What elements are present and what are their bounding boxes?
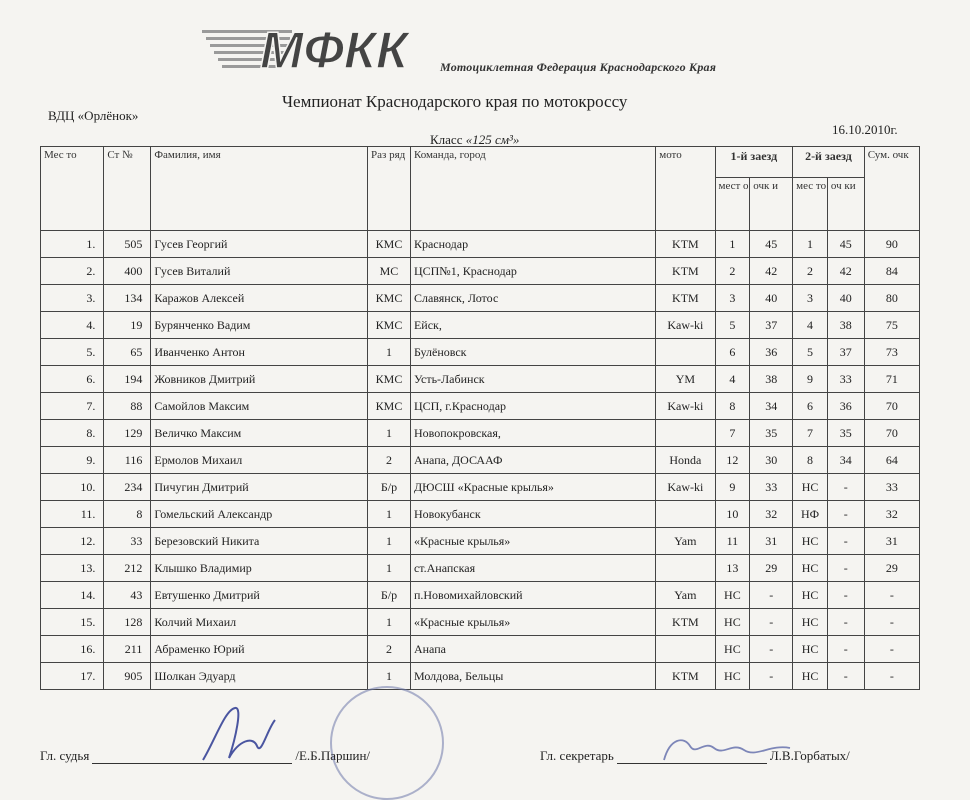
cell-place: 3.: [41, 285, 104, 312]
cell-team: Ейск,: [410, 312, 655, 339]
cell-race1-points: 33: [750, 474, 793, 501]
cell-race1-points: 29: [750, 555, 793, 582]
cell-moto: [656, 555, 715, 582]
cell-moto: [656, 339, 715, 366]
cell-moto: YM: [656, 366, 715, 393]
cell-rank: МС: [368, 258, 411, 285]
cell-name: Гусев Георгий: [151, 231, 368, 258]
table-row: [41, 231, 920, 258]
cell-place: 8.: [41, 420, 104, 447]
cell-race1-place: 2: [715, 258, 750, 285]
cell-race2-place: 9: [793, 366, 828, 393]
cell-race1-place: 3: [715, 285, 750, 312]
cell-start-number: 234: [104, 474, 151, 501]
cell-race2-place: 3: [793, 285, 828, 312]
cell-rank: Б/р: [368, 582, 411, 609]
cell-name: Шолкан Эдуард: [151, 663, 368, 690]
cell-start-number: 134: [104, 285, 151, 312]
cell-place: 2.: [41, 258, 104, 285]
cell-race2-points: -: [827, 609, 864, 636]
cell-race1-place: 13: [715, 555, 750, 582]
table-row: [41, 528, 920, 555]
cell-race1-place: 7: [715, 420, 750, 447]
cell-moto: KTM: [656, 258, 715, 285]
secretary-signoff: [540, 748, 850, 764]
cell-name: Евтушенко Дмитрий: [151, 582, 368, 609]
cell-start-number: 129: [104, 420, 151, 447]
cell-place: 4.: [41, 312, 104, 339]
svg-text:МФКК: МФКК: [260, 22, 408, 78]
cell-start-number: 33: [104, 528, 151, 555]
header-race2-points: оч ки: [827, 178, 864, 231]
federation-name: Мотоциклетная Федерация Краснодарского Края: [440, 60, 717, 74]
header-race2-place: мес то: [793, 178, 828, 231]
cell-race1-place: 4: [715, 366, 750, 393]
cell-rank: 1: [368, 528, 411, 555]
cell-start-number: 905: [104, 663, 151, 690]
cell-sum: 90: [864, 231, 919, 258]
cell-moto: Kaw-ki: [656, 474, 715, 501]
cell-sum: 73: [864, 339, 919, 366]
table-row: [41, 663, 920, 690]
cell-place: 12.: [41, 528, 104, 555]
cell-race2-points: 34: [827, 447, 864, 474]
cell-race2-place: 5: [793, 339, 828, 366]
cell-race2-place: 6: [793, 393, 828, 420]
cell-race1-points: -: [750, 663, 793, 690]
cell-moto: [656, 501, 715, 528]
header-sum: Сум. очк: [864, 147, 919, 231]
cell-name: Самойлов Максим: [151, 393, 368, 420]
cell-name: Жовников Дмитрий: [151, 366, 368, 393]
cell-race1-place: НС: [715, 609, 750, 636]
table-row: [41, 393, 920, 420]
cell-start-number: 211: [104, 636, 151, 663]
cell-race1-place: 1: [715, 231, 750, 258]
cell-moto: Kaw-ki: [656, 312, 715, 339]
cell-race2-points: 40: [827, 285, 864, 312]
cell-team: ст.Анапская: [410, 555, 655, 582]
cell-race2-place: НС: [793, 474, 828, 501]
cell-sum: 33: [864, 474, 919, 501]
cell-race2-points: -: [827, 636, 864, 663]
cell-start-number: 212: [104, 555, 151, 582]
cell-sum: 70: [864, 420, 919, 447]
header-race-2: 2-й заезд: [793, 147, 865, 178]
cell-race2-place: 8: [793, 447, 828, 474]
cell-name: Абраменко Юрий: [151, 636, 368, 663]
event-date: 16.10.2010г.: [832, 122, 898, 137]
cell-moto: Kaw-ki: [656, 393, 715, 420]
cell-start-number: 505: [104, 231, 151, 258]
official-stamp: [330, 686, 444, 800]
cell-race2-points: -: [827, 555, 864, 582]
cell-rank: 2: [368, 636, 411, 663]
page-title: Чемпионат Краснодарского края по мотокроссу: [282, 92, 628, 111]
cell-rank: КМС: [368, 393, 411, 420]
cell-moto: KTM: [656, 285, 715, 312]
cell-sum: -: [864, 609, 919, 636]
cell-team: п.Новомихайловский: [410, 582, 655, 609]
cell-team: Новокубанск: [410, 501, 655, 528]
table-row: [41, 636, 920, 663]
cell-sum: 80: [864, 285, 919, 312]
cell-rank: 1: [368, 420, 411, 447]
cell-start-number: 43: [104, 582, 151, 609]
cell-race2-points: 38: [827, 312, 864, 339]
cell-place: 5.: [41, 339, 104, 366]
results-table: [40, 146, 920, 690]
cell-team: Булёновск: [410, 339, 655, 366]
header-rank: Раз ряд: [368, 147, 411, 231]
cell-race2-place: НС: [793, 528, 828, 555]
header-place: Мес то: [41, 147, 104, 231]
cell-place: 1.: [41, 231, 104, 258]
class-value: «125 см³»: [465, 132, 520, 147]
table-row: [41, 420, 920, 447]
cell-race1-points: 30: [750, 447, 793, 474]
cell-moto: Honda: [656, 447, 715, 474]
cell-race1-points: 40: [750, 285, 793, 312]
cell-sum: 29: [864, 555, 919, 582]
cell-race2-points: 45: [827, 231, 864, 258]
secretary-name: Л.В.Горбатых/: [769, 748, 850, 763]
cell-rank: 1: [368, 663, 411, 690]
cell-race2-place: НС: [793, 582, 828, 609]
cell-race1-points: 36: [750, 339, 793, 366]
cell-place: 15.: [41, 609, 104, 636]
cell-start-number: 400: [104, 258, 151, 285]
cell-race2-place: НС: [793, 555, 828, 582]
cell-rank: 1: [368, 339, 411, 366]
cell-sum: 70: [864, 393, 919, 420]
judge-signoff: [40, 748, 370, 764]
secretary-label: Гл. секретарь: [540, 748, 614, 763]
header-moto: мото: [656, 147, 715, 231]
table-row: [41, 339, 920, 366]
cell-race1-points: 34: [750, 393, 793, 420]
cell-sum: 32: [864, 501, 919, 528]
cell-race2-place: 4: [793, 312, 828, 339]
cell-sum: -: [864, 582, 919, 609]
cell-name: Бурянченко Вадим: [151, 312, 368, 339]
cell-moto: Yam: [656, 528, 715, 555]
cell-moto: [656, 420, 715, 447]
cell-place: 6.: [41, 366, 104, 393]
cell-race1-place: 8: [715, 393, 750, 420]
judge-label: Гл. судья: [40, 748, 90, 763]
cell-start-number: 19: [104, 312, 151, 339]
cell-race2-place: 1: [793, 231, 828, 258]
cell-rank: КМС: [368, 366, 411, 393]
cell-race1-place: 10: [715, 501, 750, 528]
cell-race2-points: 42: [827, 258, 864, 285]
cell-team: Усть-Лабинск: [410, 366, 655, 393]
cell-race2-points: -: [827, 501, 864, 528]
cell-name: Пичугин Дмитрий: [151, 474, 368, 501]
cell-race2-points: 36: [827, 393, 864, 420]
venue: ВДЦ «Орлёнок»: [48, 108, 139, 123]
cell-race2-place: НС: [793, 609, 828, 636]
cell-moto: KTM: [656, 231, 715, 258]
table-row: [41, 312, 920, 339]
cell-race2-points: -: [827, 663, 864, 690]
cell-place: 11.: [41, 501, 104, 528]
cell-rank: Б/р: [368, 474, 411, 501]
table-row: [41, 582, 920, 609]
cell-race2-points: 37: [827, 339, 864, 366]
table-row: [41, 501, 920, 528]
cell-race2-place: 7: [793, 420, 828, 447]
cell-start-number: 88: [104, 393, 151, 420]
cell-race1-place: 11: [715, 528, 750, 555]
cell-race2-place: НС: [793, 636, 828, 663]
table-row: [41, 474, 920, 501]
cell-race1-points: 35: [750, 420, 793, 447]
cell-race1-points: 45: [750, 231, 793, 258]
class-label: Класс: [430, 132, 463, 147]
cell-name: Иванченко Антон: [151, 339, 368, 366]
cell-race2-points: 35: [827, 420, 864, 447]
cell-start-number: 65: [104, 339, 151, 366]
cell-sum: 71: [864, 366, 919, 393]
header-team: Команда, город: [410, 147, 655, 231]
cell-name: Гусев Виталий: [151, 258, 368, 285]
results-body: [41, 231, 920, 690]
cell-race1-points: -: [750, 582, 793, 609]
cell-race1-place: 6: [715, 339, 750, 366]
cell-name: Клышко Владимир: [151, 555, 368, 582]
cell-start-number: 194: [104, 366, 151, 393]
header-race1-points: очк и: [750, 178, 793, 231]
cell-place: 14.: [41, 582, 104, 609]
cell-name: Гомельский Александр: [151, 501, 368, 528]
cell-race1-place: 12: [715, 447, 750, 474]
cell-race2-points: -: [827, 528, 864, 555]
cell-rank: КМС: [368, 231, 411, 258]
table-row: [41, 285, 920, 312]
cell-sum: 75: [864, 312, 919, 339]
cell-start-number: 8: [104, 501, 151, 528]
cell-team: «Красные крылья»: [410, 528, 655, 555]
cell-name: Ермолов Михаил: [151, 447, 368, 474]
cell-race2-points: -: [827, 582, 864, 609]
cell-race2-place: 2: [793, 258, 828, 285]
judge-name: /Е.Б.Паршин/: [295, 748, 371, 763]
cell-name: Величко Максим: [151, 420, 368, 447]
cell-race1-place: 5: [715, 312, 750, 339]
cell-team: Анапа: [410, 636, 655, 663]
cell-team: Краснодар: [410, 231, 655, 258]
cell-name: Каражов Алексей: [151, 285, 368, 312]
table-row: [41, 609, 920, 636]
cell-sum: -: [864, 636, 919, 663]
cell-race1-points: 38: [750, 366, 793, 393]
cell-rank: 1: [368, 609, 411, 636]
cell-race1-place: 9: [715, 474, 750, 501]
table-row: [41, 447, 920, 474]
cell-place: 9.: [41, 447, 104, 474]
cell-race2-place: НС: [793, 663, 828, 690]
cell-race1-points: 37: [750, 312, 793, 339]
cell-race1-place: НС: [715, 582, 750, 609]
cell-start-number: 116: [104, 447, 151, 474]
cell-rank: 1: [368, 501, 411, 528]
header-race1-place: мест о: [715, 178, 750, 231]
cell-sum: 64: [864, 447, 919, 474]
header-start-number: Ст №: [104, 147, 151, 231]
cell-race2-place: НФ: [793, 501, 828, 528]
cell-team: Молдова, Бельцы: [410, 663, 655, 690]
cell-race1-points: 42: [750, 258, 793, 285]
cell-team: ЦСП, г.Краснодар: [410, 393, 655, 420]
header-name: Фамилия, имя: [151, 147, 368, 231]
cell-race1-points: 32: [750, 501, 793, 528]
cell-race2-points: -: [827, 474, 864, 501]
cell-team: Славянск, Лотос: [410, 285, 655, 312]
cell-team: «Красные крылья»: [410, 609, 655, 636]
cell-rank: КМС: [368, 285, 411, 312]
cell-team: Анапа, ДОСААФ: [410, 447, 655, 474]
cell-place: 13.: [41, 555, 104, 582]
cell-moto: KTM: [656, 609, 715, 636]
cell-name: Березовский Никита: [151, 528, 368, 555]
cell-rank: 1: [368, 555, 411, 582]
cell-rank: КМС: [368, 312, 411, 339]
cell-rank: 2: [368, 447, 411, 474]
cell-sum: 31: [864, 528, 919, 555]
federation-logo: [202, 22, 442, 78]
cell-team: ЦСП№1, Краснодар: [410, 258, 655, 285]
cell-team: Новопокровская,: [410, 420, 655, 447]
header-race-1: 1-й заезд: [715, 147, 793, 178]
cell-place: 16.: [41, 636, 104, 663]
cell-moto: [656, 636, 715, 663]
cell-moto: Yam: [656, 582, 715, 609]
cell-race2-points: 33: [827, 366, 864, 393]
cell-sum: 84: [864, 258, 919, 285]
cell-race1-points: -: [750, 636, 793, 663]
cell-sum: -: [864, 663, 919, 690]
cell-race1-place: НС: [715, 663, 750, 690]
cell-name: Колчий Михаил: [151, 609, 368, 636]
cell-place: 7.: [41, 393, 104, 420]
cell-race1-place: НС: [715, 636, 750, 663]
cell-moto: KTM: [656, 663, 715, 690]
cell-place: 10.: [41, 474, 104, 501]
table-row: [41, 366, 920, 393]
table-row: [41, 555, 920, 582]
cell-race1-points: -: [750, 609, 793, 636]
cell-race1-points: 31: [750, 528, 793, 555]
table-row: [41, 258, 920, 285]
cell-start-number: 128: [104, 609, 151, 636]
cell-place: 17.: [41, 663, 104, 690]
cell-team: ДЮСШ «Красные крылья»: [410, 474, 655, 501]
